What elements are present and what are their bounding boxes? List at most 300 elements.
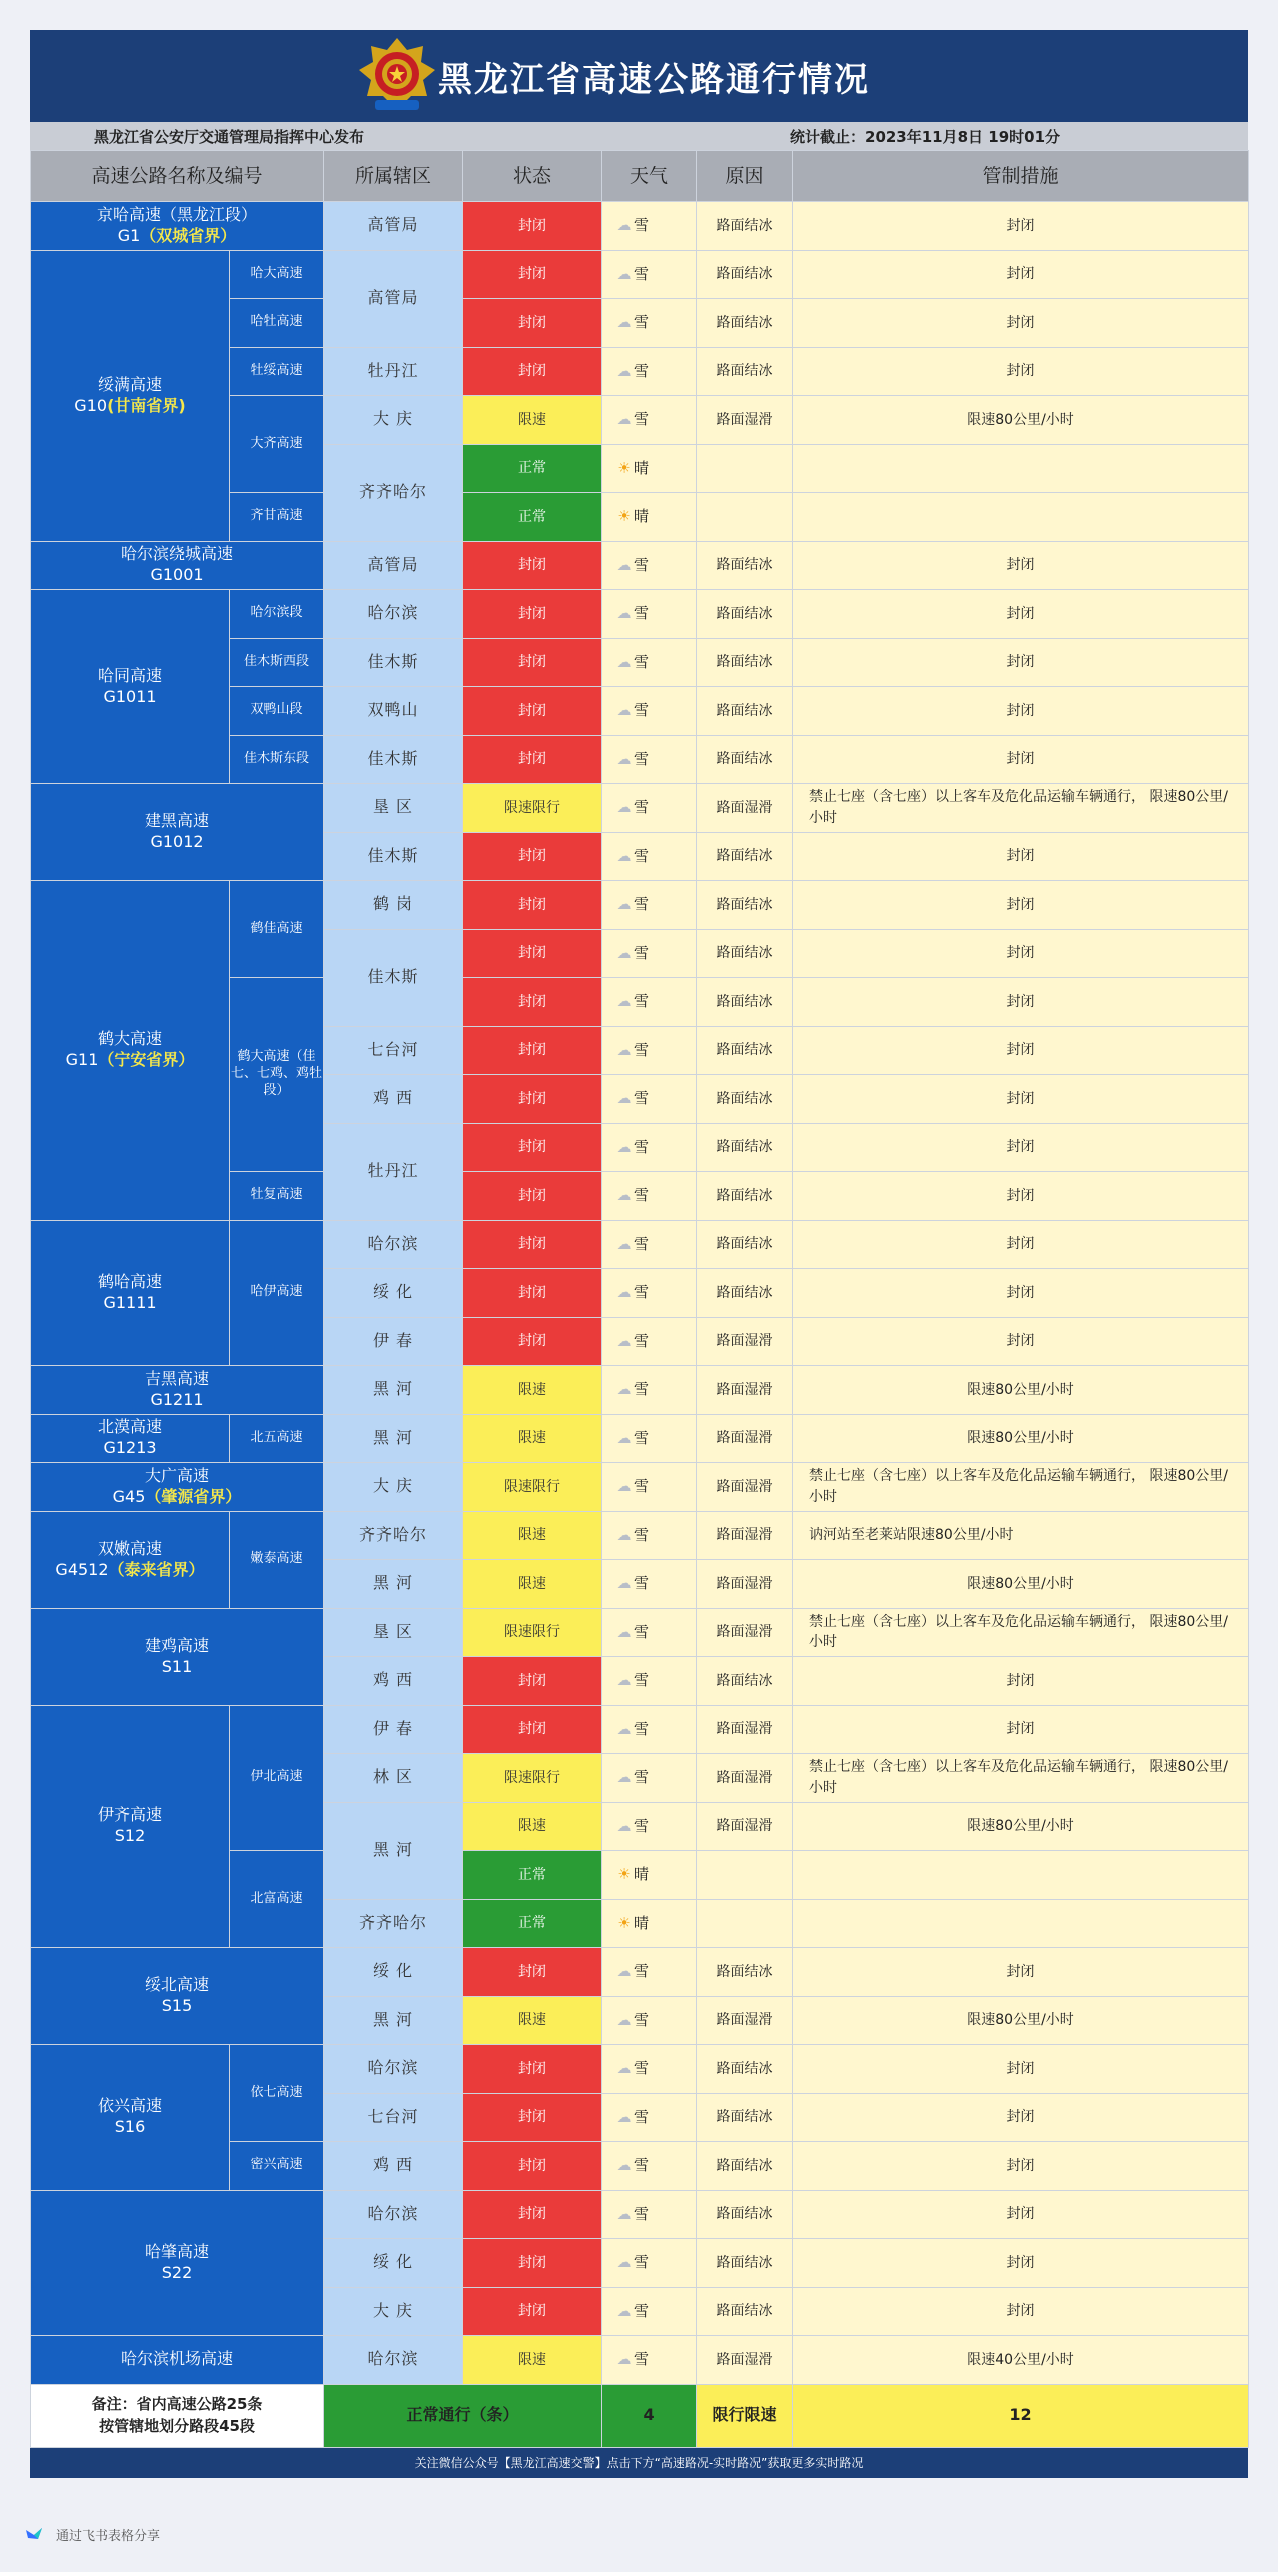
reason-cell: 路面湿滑 [697, 1463, 793, 1512]
table-row [31, 1511, 1249, 1560]
measure-cell: 封闭 [793, 2239, 1249, 2288]
status-cell: 封闭 [463, 638, 602, 687]
subsection-cell: 北富高速 [230, 1851, 324, 1948]
measure-cell: 封闭 [793, 2287, 1249, 2336]
cloud-snow-icon: ☁ [616, 604, 632, 622]
status-cell: 封闭 [463, 1172, 602, 1221]
highway-name: 依兴高速 [97, 2096, 162, 2116]
weather-cell [602, 1317, 697, 1366]
weather-text: 雪 [634, 992, 650, 1010]
status-cell: 限速限行 [463, 1754, 602, 1803]
highway-code: S15 [161, 1996, 193, 2015]
reason-cell: 路面结冰 [697, 978, 793, 1027]
weather-cell [602, 2336, 697, 2385]
reason-cell: 路面结冰 [697, 832, 793, 881]
weather-cell [602, 1511, 697, 1560]
status-cell: 封闭 [463, 250, 602, 299]
table-row [31, 1220, 1249, 1269]
cloud-snow-icon: ☁ [616, 749, 632, 768]
highway-code: G10 [74, 395, 108, 415]
cloud-snow-icon: ☁ [616, 1089, 632, 1107]
highway-name: 北漠高速 [97, 1417, 162, 1437]
cloud-snow-icon: ☁ [616, 1283, 632, 1301]
weather-text: 雪 [634, 2301, 650, 2320]
cloud-snow-icon: ☁ [616, 1525, 632, 1544]
measure-cell: 限速80公里/小时 [793, 1996, 1249, 2045]
footer-bar: 关注微信公众号【黑龙江高速交警】点击下方“高速路况-实时路况”获取更多实时路况 [30, 2448, 1248, 2478]
reason-cell: 路面湿滑 [697, 1366, 793, 1415]
district-cell: 鹤 岗 [324, 881, 463, 930]
measure-cell: 封闭 [793, 299, 1249, 348]
weather-cell [602, 1269, 697, 1318]
status-cell: 封闭 [463, 2190, 602, 2239]
table-row [31, 202, 1249, 251]
subsection-cell: 佳木斯西段 [230, 638, 324, 687]
summary-note [31, 2384, 324, 2447]
publisher-label: 黑龙江省公安厅交通管理局指挥中心发布 [94, 127, 365, 146]
status-cell: 正常 [463, 1899, 602, 1948]
weather-text: 雪 [634, 1089, 650, 1107]
summary-note-line1: 备注：省内高速公路25条 [91, 2394, 263, 2413]
weather-cell [602, 1851, 697, 1900]
measure-cell [793, 444, 1249, 493]
weather-cell [602, 1754, 697, 1803]
cloud-snow-icon: ☁ [616, 1574, 632, 1592]
district-cell: 牡丹江 [324, 1123, 463, 1220]
weather-text: 雪 [634, 798, 650, 816]
highway-border-note: （泰来省界） [108, 1559, 205, 1579]
status-cell: 限速限行 [463, 1463, 602, 1512]
table-row [31, 881, 1249, 930]
weather-cell [602, 493, 697, 542]
highway-code-line [31, 1050, 229, 1071]
status-cell: 限速 [463, 1366, 602, 1415]
subsection-cell: 齐甘高速 [230, 493, 324, 542]
status-cell: 封闭 [463, 1657, 602, 1706]
district-cell: 七台河 [324, 2093, 463, 2142]
weather-cell [602, 1560, 697, 1609]
highway-code-line [31, 565, 323, 586]
weather-text: 雪 [634, 604, 650, 622]
subsection-cell: 牡绥高速 [230, 347, 324, 396]
status-cell: 封闭 [463, 590, 602, 639]
subsection-cell: 哈伊高速 [230, 1220, 324, 1366]
district-cell: 垦 区 [324, 1608, 463, 1657]
weather-text: 雪 [634, 1671, 650, 1689]
highway-name-cell [31, 784, 324, 881]
district-cell: 大 庆 [324, 2287, 463, 2336]
status-cell: 正常 [463, 493, 602, 542]
district-cell: 伊 春 [324, 1317, 463, 1366]
status-cell: 封闭 [463, 2093, 602, 2142]
reason-cell: 路面结冰 [697, 2045, 793, 2094]
status-cell: 限速 [463, 2336, 602, 2385]
column-header: 所属辖区 [324, 151, 463, 202]
highway-name-cell [31, 2190, 324, 2336]
cloud-snow-icon: ☁ [616, 2350, 632, 2368]
highway-code-line [31, 396, 229, 417]
district-cell: 佳木斯 [324, 638, 463, 687]
cloud-snow-icon: ☁ [616, 313, 632, 331]
weather-cell [602, 832, 697, 881]
weather-text: 雪 [634, 1525, 650, 1544]
reason-cell: 路面结冰 [697, 2093, 793, 2142]
feishu-logo-icon [24, 2524, 44, 2544]
highway-code-line [31, 1390, 323, 1411]
highway-code: G4512 [55, 1559, 109, 1579]
subheader-bar [30, 122, 1248, 150]
weather-cell [602, 2239, 697, 2288]
weather-text: 雪 [634, 1234, 650, 1253]
reason-cell [697, 1899, 793, 1948]
cloud-snow-icon: ☁ [616, 1768, 632, 1786]
measure-cell: 封闭 [793, 250, 1249, 299]
reason-cell: 路面结冰 [697, 2190, 793, 2239]
highway-code-line [31, 2263, 323, 2284]
district-cell: 鸡 西 [324, 1657, 463, 1706]
reason-cell: 路面结冰 [697, 1123, 793, 1172]
district-cell: 鸡 西 [324, 2142, 463, 2191]
highway-name-cell [31, 1705, 230, 1948]
weather-text: 雪 [634, 2107, 650, 2126]
measure-cell: 禁止七座（含七座）以上客车及危化品运输车辆通行， 限速80公里/小时 [793, 1608, 1249, 1657]
reason-cell [697, 1851, 793, 1900]
measure-cell: 限速80公里/小时 [793, 1802, 1249, 1851]
highway-code: G1213 [103, 1438, 157, 1458]
weather-text: 雪 [634, 1380, 650, 1398]
weather-cell [602, 978, 697, 1027]
weather-cell [602, 1802, 697, 1851]
reason-cell: 路面结冰 [697, 1075, 793, 1124]
cloud-snow-icon: ☁ [616, 2010, 632, 2029]
highway-code: G1012 [150, 832, 204, 851]
highway-code: G1111 [103, 1292, 157, 1312]
reason-cell: 路面结冰 [697, 735, 793, 784]
weather-cell [602, 1172, 697, 1221]
status-cell: 封闭 [463, 1269, 602, 1318]
district-cell: 哈尔滨 [324, 2190, 463, 2239]
weather-cell [602, 250, 697, 299]
measure-cell: 讷河站至老莱站限速80公里/小时 [793, 1511, 1249, 1560]
sun-icon: ☀ [617, 507, 631, 525]
highway-code-line [31, 226, 323, 247]
highway-code: G1001 [150, 565, 204, 585]
highway-code-line [31, 1293, 229, 1314]
reason-cell: 路面结冰 [697, 2239, 793, 2288]
table-row [31, 784, 1249, 833]
weather-text: 雪 [634, 749, 650, 768]
limit-count-value: 12 [793, 2384, 1249, 2447]
status-cell: 封闭 [463, 929, 602, 978]
weather-text: 雪 [634, 895, 650, 913]
cloud-snow-icon: ☁ [616, 1719, 632, 1738]
weather-cell [602, 1996, 697, 2045]
weather-text: 雪 [634, 313, 650, 331]
highway-name: 绥北高速 [145, 1975, 210, 1995]
cloud-snow-icon: ☁ [616, 264, 632, 283]
weather-text: 雪 [634, 2156, 650, 2174]
measure-cell: 禁止七座（含七座）以上客车及危化品运输车辆通行， 限速80公里/小时 [793, 784, 1249, 833]
cloud-snow-icon: ☁ [616, 2156, 632, 2174]
police-badge-icon [355, 36, 439, 116]
highway-code-line [31, 1996, 323, 2017]
weather-cell [602, 1463, 697, 1512]
table-body [31, 202, 1249, 2385]
district-cell: 哈尔滨 [324, 2336, 463, 2385]
district-cell: 高管局 [324, 541, 463, 590]
table-row [31, 2190, 1249, 2239]
district-cell: 哈尔滨 [324, 2045, 463, 2094]
district-cell: 林 区 [324, 1754, 463, 1803]
measure-cell: 封闭 [793, 541, 1249, 590]
cloud-snow-icon: ☁ [616, 1137, 632, 1156]
weather-text: 晴 [634, 1913, 650, 1932]
district-cell: 齐齐哈尔 [324, 1511, 463, 1560]
district-cell: 佳木斯 [324, 735, 463, 784]
weather-text: 雪 [634, 2253, 650, 2271]
reason-cell: 路面结冰 [697, 2287, 793, 2336]
status-cell: 封闭 [463, 832, 602, 881]
weather-text: 晴 [634, 1865, 650, 1883]
measure-cell: 封闭 [793, 978, 1249, 1027]
highway-name: 哈同高速 [97, 665, 162, 685]
highway-code-line [31, 1438, 229, 1459]
table-header-row [31, 151, 1249, 202]
cloud-snow-icon: ☁ [616, 1622, 632, 1641]
reason-cell: 路面湿滑 [697, 1608, 793, 1657]
reason-cell: 路面湿滑 [697, 1414, 793, 1463]
status-cell: 封闭 [463, 202, 602, 251]
weather-text: 雪 [634, 1719, 650, 1738]
measure-cell: 禁止七座（含七座）以上客车及危化品运输车辆通行， 限速80公里/小时 [793, 1754, 1249, 1803]
highway-name: 哈尔滨机场高速 [121, 2349, 234, 2369]
measure-cell: 限速80公里/小时 [793, 1366, 1249, 1415]
status-cell: 封闭 [463, 2045, 602, 2094]
reason-cell: 路面湿滑 [697, 1754, 793, 1803]
district-cell: 垦 区 [324, 784, 463, 833]
reason-cell: 路面结冰 [697, 299, 793, 348]
measure-cell: 封闭 [793, 347, 1249, 396]
highway-name-cell [31, 2336, 324, 2385]
measure-cell: 封闭 [793, 881, 1249, 930]
district-cell: 牡丹江 [324, 347, 463, 396]
column-header: 高速公路名称及编号 [31, 151, 324, 202]
highway-name-cell [31, 1220, 230, 1366]
measure-cell: 封闭 [793, 1220, 1249, 1269]
district-cell: 哈尔滨 [324, 590, 463, 639]
weather-text: 雪 [634, 1331, 650, 1350]
sun-icon: ☀ [617, 1913, 631, 1932]
highway-name: 哈尔滨绕城高速 [121, 544, 234, 564]
summary-row [31, 2384, 1249, 2447]
weather-text: 晴 [634, 458, 650, 477]
weather-text: 雪 [634, 943, 650, 962]
status-cell: 封闭 [463, 541, 602, 590]
highway-name: 京哈高速（黑龙江段） [97, 204, 258, 224]
reason-cell: 路面结冰 [697, 1220, 793, 1269]
measure-cell: 封闭 [793, 1123, 1249, 1172]
status-cell: 限速 [463, 1802, 602, 1851]
weather-cell [602, 1899, 697, 1948]
reason-cell: 路面湿滑 [697, 396, 793, 445]
highway-code: G1 [117, 225, 141, 245]
highway-name: 大广高速 [145, 1465, 210, 1485]
table-row [31, 1463, 1249, 1512]
district-cell: 鸡 西 [324, 1075, 463, 1124]
weather-cell [602, 202, 697, 251]
sun-icon: ☀ [617, 1865, 631, 1883]
status-cell: 封闭 [463, 735, 602, 784]
weather-text: 雪 [634, 410, 650, 428]
measure-cell: 封闭 [793, 1026, 1249, 1075]
highway-name: 伊齐高速 [97, 1805, 162, 1825]
weather-text: 雪 [634, 361, 650, 380]
share-text: 通过飞书表格分享 [56, 2528, 161, 2544]
status-cell: 封闭 [463, 1705, 602, 1754]
page-title: 黑龙江省高速公路通行情况 [438, 59, 870, 100]
subsection-cell: 佳木斯东段 [230, 735, 324, 784]
cloud-snow-icon: ☁ [616, 992, 632, 1010]
table-row [31, 590, 1249, 639]
weather-text: 雪 [634, 2010, 650, 2029]
highway-name-cell [31, 1366, 324, 1415]
weather-cell [602, 1123, 697, 1172]
status-cell: 正常 [463, 444, 602, 493]
cloud-snow-icon: ☁ [616, 410, 632, 428]
status-cell: 封闭 [463, 2239, 602, 2288]
highway-code: G45 [112, 1486, 146, 1506]
cloud-snow-icon: ☁ [616, 361, 632, 380]
as-of-timestamp: 统计截止：2023年11月8日 19时01分 [790, 127, 1061, 146]
measure-cell: 限速80公里/小时 [793, 1414, 1249, 1463]
weather-text: 雪 [634, 1428, 650, 1447]
reason-cell [697, 493, 793, 542]
district-cell: 大 庆 [324, 1463, 463, 1512]
weather-cell [602, 2142, 697, 2191]
table-row [31, 1608, 1249, 1657]
subsection-cell: 密兴高速 [230, 2142, 324, 2191]
highway-code-line [31, 1560, 229, 1581]
status-cell: 封闭 [463, 299, 602, 348]
cloud-snow-icon: ☁ [616, 2204, 632, 2223]
highway-name-cell [31, 590, 230, 784]
highway-code-line [31, 1487, 323, 1508]
weather-text: 晴 [634, 507, 650, 525]
measure-cell: 封闭 [793, 1075, 1249, 1124]
reason-cell: 路面结冰 [697, 638, 793, 687]
highway-name: 建黑高速 [145, 811, 210, 831]
weather-cell [602, 1705, 697, 1754]
normal-count-label: 正常通行（条） [324, 2384, 602, 2447]
measure-cell [793, 1851, 1249, 1900]
highway-name-cell [31, 1414, 230, 1463]
highway-code-line [31, 1657, 323, 1678]
reason-cell: 路面湿滑 [697, 1317, 793, 1366]
table-row [31, 2045, 1249, 2094]
status-cell: 限速 [463, 396, 602, 445]
weather-cell [602, 1948, 697, 1997]
status-cell: 限速限行 [463, 1608, 602, 1657]
cloud-snow-icon: ☁ [616, 1040, 632, 1059]
highway-code: G1211 [150, 1389, 204, 1409]
cloud-snow-icon: ☁ [616, 846, 632, 865]
weather-cell [602, 347, 697, 396]
cloud-snow-icon: ☁ [616, 1186, 632, 1204]
status-cell: 封闭 [463, 347, 602, 396]
weather-text: 雪 [634, 1768, 650, 1786]
weather-text: 雪 [634, 1962, 650, 1980]
reason-cell: 路面结冰 [697, 881, 793, 930]
cloud-snow-icon: ☁ [616, 1671, 632, 1689]
highway-name-cell [31, 1948, 324, 2045]
status-cell: 封闭 [463, 1948, 602, 1997]
weather-text: 雪 [634, 652, 650, 671]
weather-text: 雪 [634, 2059, 650, 2077]
table-row [31, 1414, 1249, 1463]
summary-note-line2: 按管辖地划分路段45段 [99, 2416, 255, 2435]
district-cell: 伊 春 [324, 1705, 463, 1754]
measure-cell: 封闭 [793, 735, 1249, 784]
weather-cell [602, 1075, 697, 1124]
reason-cell: 路面结冰 [697, 1269, 793, 1318]
cloud-snow-icon: ☁ [616, 798, 632, 816]
subsection-cell: 伊北高速 [230, 1705, 324, 1851]
weather-text: 雪 [634, 1283, 650, 1301]
cloud-snow-icon: ☁ [616, 1477, 632, 1495]
reason-cell: 路面结冰 [697, 250, 793, 299]
cloud-snow-icon: ☁ [616, 943, 632, 962]
weather-text: 雪 [634, 264, 650, 283]
reason-cell: 路面湿滑 [697, 2336, 793, 2385]
reason-cell: 路面湿滑 [697, 784, 793, 833]
reason-cell: 路面结冰 [697, 347, 793, 396]
weather-text: 雪 [634, 1137, 650, 1156]
subsection-cell: 哈大高速 [230, 250, 324, 299]
weather-cell [602, 2093, 697, 2142]
measure-cell: 封闭 [793, 2093, 1249, 2142]
weather-cell [602, 2287, 697, 2336]
measure-cell: 封闭 [793, 1172, 1249, 1221]
sun-icon: ☀ [617, 458, 631, 477]
status-cell: 限速限行 [463, 784, 602, 833]
cloud-snow-icon: ☁ [616, 1962, 632, 1980]
measure-cell: 封闭 [793, 1269, 1249, 1318]
weather-text: 雪 [634, 2204, 650, 2223]
weather-text: 雪 [634, 1040, 650, 1059]
subsection-cell: 鹤大高速（佳七、七鸡、鸡牡段） [230, 978, 324, 1172]
reason-cell: 路面湿滑 [697, 1802, 793, 1851]
subsection-cell: 双鸭山段 [230, 687, 324, 736]
subsection-cell: 依七高速 [230, 2045, 324, 2142]
summary-section [31, 2384, 1249, 2447]
reason-cell: 路面湿滑 [697, 1705, 793, 1754]
share-caption [24, 2524, 160, 2544]
subsection-cell: 大齐高速 [230, 396, 324, 493]
district-cell: 黑 河 [324, 1414, 463, 1463]
district-cell: 黑 河 [324, 1560, 463, 1609]
weather-cell [602, 1657, 697, 1706]
highway-code: S22 [161, 2262, 193, 2282]
highway-code: G1011 [103, 686, 157, 706]
column-header: 管制措施 [793, 151, 1249, 202]
weather-cell [602, 735, 697, 784]
reason-cell: 路面结冰 [697, 202, 793, 251]
highway-name: 建鸡高速 [145, 1635, 210, 1655]
weather-cell [602, 1026, 697, 1075]
highway-code-line [31, 832, 323, 853]
weather-cell [602, 1220, 697, 1269]
status-cell: 封闭 [463, 2142, 602, 2191]
